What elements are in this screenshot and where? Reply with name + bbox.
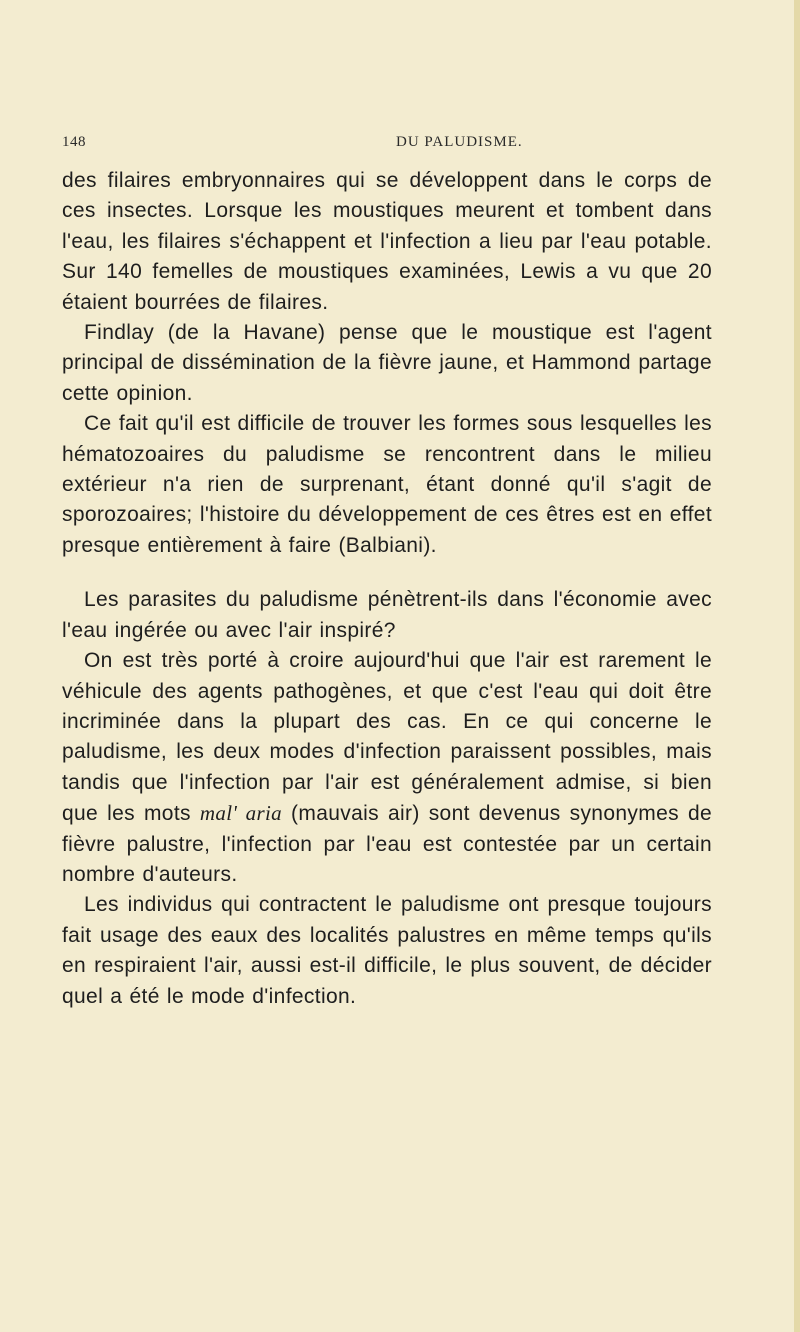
paragraph-text: (mauvais air) sont devenus synonymes de fièvre palustre, l'infection par l'eau est contestée par un certain nombre d'auteurs. — [62, 802, 713, 886]
running-title: DU PALUDISME. — [396, 134, 523, 150]
paragraph: Les parasites du paludisme pénètrent-ils dans l'économie avec l'eau ingérée ou avec l'air inspiré? — [62, 588, 712, 642]
section-gap — [62, 561, 712, 585]
running-header — [62, 134, 712, 156]
page-number: 148 — [62, 134, 86, 150]
paragraph: Les individus qui contractent le paludisme ont presque toujours fait usage des eaux des localités palustres en même temps qu'ils en respiraient l'air, aussi est-il difficile, le plus souvent, de décider quel a été le mode d'infection. — [62, 893, 712, 1008]
italic-term: mal' aria — [199, 801, 283, 826]
paragraph-text: On est très porté à croire aujourd'hui que l'air est rarement le véhicule des agents pathogènes, et que c'est l'eau qui doit être incriminée dans la plupart des cas. En ce qui concerne le paludisme, les deux modes d'infection paraissent possibles, mais tandis que l'infection par l'air est généralement admise, si bien que les mots — [62, 649, 712, 826]
paragraph: Ce fait qu'il est difficile de trouver les formes sous lesquelles les hématozoaires du paludisme se rencontrent dans le milieu extérieur n'a rien de surprenant, étant donné qu'il s'agit de sporozoaires; l'histoire du développement de ces êtres est en effet presque entièrement à faire (Balbiani). — [62, 412, 712, 557]
paragraph: Findlay (de la Havane) pense que le moustique est l'agent principal de dissémination de la fièvre jaune, et Hammond partage cette opinion. — [62, 321, 712, 405]
paragraph: des filaires embryonnaires qui se développent dans le corps de ces insectes. Lorsque les moustiques meurent et tombent dans l'eau, les filaires s'échappent et l'infection a lieu par l'eau potable. Sur 140 femelles de moustiques examinées, Lewis a vu que 20 étaient bourrées de filaires. — [62, 169, 712, 314]
page-edge — [794, 0, 800, 1332]
paragraph — [62, 646, 712, 890]
body-text — [62, 166, 712, 1012]
